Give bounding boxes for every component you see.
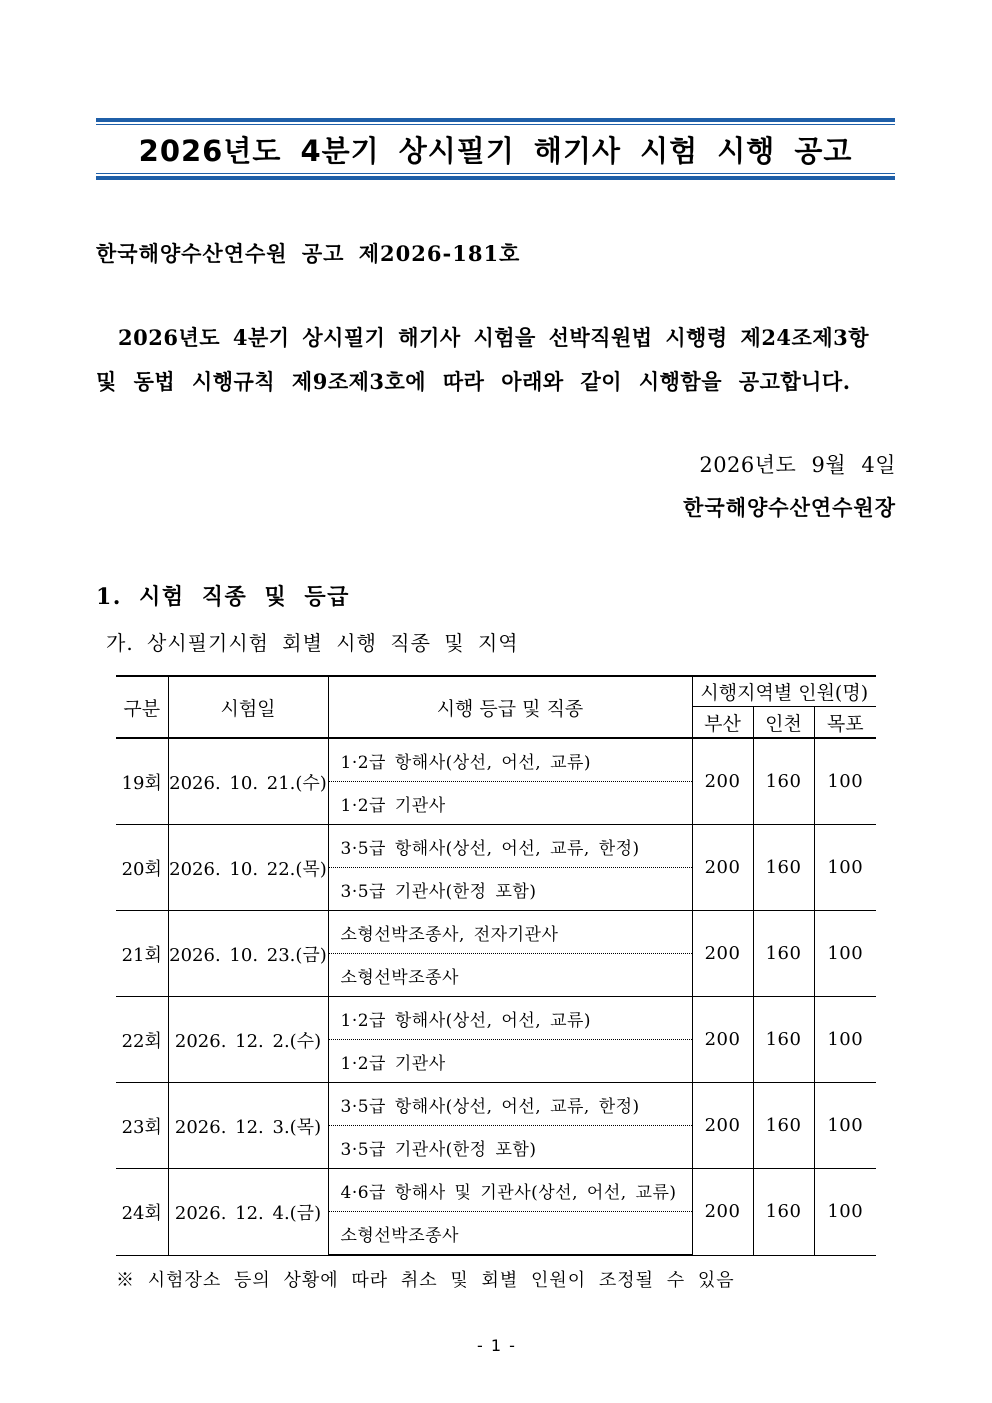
header-date: 시험일 — [168, 676, 328, 738]
table-note: ※ 시험장소 등의 상황에 따라 취소 및 회별 인원이 조정될 수 있음 — [116, 1270, 735, 1291]
notice-date: 2026년도 9월 4일 — [699, 453, 896, 477]
signer: 한국해양수산연수원장 — [683, 495, 896, 520]
round-cell: 20회 — [116, 825, 168, 911]
round-cell: 21회 — [116, 911, 168, 997]
round-cell: 23회 — [116, 1083, 168, 1169]
table-row — [116, 911, 876, 954]
table-row — [116, 1169, 876, 1212]
page-title: 2026년도 4분기 상시필기 해기사 시험 시행 공고 — [138, 133, 853, 168]
incheon-count-cell: 160 — [753, 911, 814, 997]
busan-count-cell: 200 — [692, 1169, 753, 1256]
busan-count-cell: 200 — [692, 825, 753, 911]
schedule-table — [116, 675, 876, 1256]
table-row — [116, 1083, 876, 1126]
busan-count-cell: 200 — [692, 997, 753, 1083]
incheon-count-cell: 160 — [753, 1083, 814, 1169]
header-grade: 시행 등급 및 직종 — [328, 676, 692, 738]
header-region-group: 시행지역별 인원(명) — [692, 676, 876, 707]
grade-cell: 3·5급 항해사(상선, 어선, 교류, 한정) — [328, 1083, 692, 1126]
section-heading: 1. 시험 직종 및 등급 — [96, 584, 350, 610]
body-text-line-2: 및 동법 시행규칙 제9조제3호에 따라 아래와 같이 시행함을 공고합니다. — [96, 369, 851, 394]
grade-cell: 소형선박조종사, 전자기관사 — [328, 911, 692, 954]
incheon-count-cell: 160 — [753, 738, 814, 825]
table-row — [116, 738, 876, 782]
busan-count-cell: 200 — [692, 911, 753, 997]
title-box — [96, 118, 895, 180]
incheon-count-cell: 160 — [753, 825, 814, 911]
date-cell: 2026. 10. 23.(금) — [168, 911, 328, 997]
grade-cell: 소형선박조종사 — [328, 954, 692, 997]
round-cell: 19회 — [116, 738, 168, 825]
round-cell: 24회 — [116, 1169, 168, 1256]
grade-cell: 1·2급 항해사(상선, 어선, 교류) — [328, 738, 692, 782]
round-cell: 22회 — [116, 997, 168, 1083]
grade-cell: 3·5급 항해사(상선, 어선, 교류, 한정) — [328, 825, 692, 868]
date-cell: 2026. 12. 4.(금) — [168, 1169, 328, 1256]
mokpo-count-cell: 100 — [814, 738, 876, 825]
mokpo-count-cell: 100 — [814, 1083, 876, 1169]
mokpo-count-cell: 100 — [814, 825, 876, 911]
date-cell: 2026. 12. 3.(목) — [168, 1083, 328, 1169]
grade-cell: 1·2급 기관사 — [328, 782, 692, 825]
page-number: - 1 - — [477, 1336, 515, 1355]
mokpo-count-cell: 100 — [814, 911, 876, 997]
mokpo-count-cell: 100 — [814, 1169, 876, 1256]
mokpo-count-cell: 100 — [814, 997, 876, 1083]
grade-cell: 1·2급 항해사(상선, 어선, 교류) — [328, 997, 692, 1040]
grade-cell: 3·5급 기관사(한정 포함) — [328, 1126, 692, 1169]
date-cell: 2026. 12. 2.(수) — [168, 997, 328, 1083]
table-row — [116, 825, 876, 868]
grade-cell: 소형선박조종사 — [328, 1212, 692, 1256]
header-mokpo: 목포 — [814, 707, 876, 739]
header-round: 구분 — [116, 676, 168, 738]
grade-cell: 1·2급 기관사 — [328, 1040, 692, 1083]
section-subheading: 가. 상시필기시험 회별 시행 직종 및 지역 — [106, 631, 519, 655]
body-text-line-1: 2026년도 4분기 상시필기 해기사 시험을 선박직원법 시행령 제24조제3항 — [118, 325, 870, 350]
notice-number: 한국해양수산연수원 공고 제2026-181호 — [96, 241, 521, 266]
date-cell: 2026. 10. 21.(수) — [168, 738, 328, 825]
grade-cell: 4·6급 항해사 및 기관사(상선, 어선, 교류) — [328, 1169, 692, 1212]
header-incheon: 인천 — [753, 707, 814, 739]
date-cell: 2026. 10. 22.(목) — [168, 825, 328, 911]
table-row — [116, 997, 876, 1040]
incheon-count-cell: 160 — [753, 1169, 814, 1256]
header-busan: 부산 — [692, 707, 753, 739]
busan-count-cell: 200 — [692, 738, 753, 825]
incheon-count-cell: 160 — [753, 997, 814, 1083]
grade-cell: 3·5급 기관사(한정 포함) — [328, 868, 692, 911]
busan-count-cell: 200 — [692, 1083, 753, 1169]
